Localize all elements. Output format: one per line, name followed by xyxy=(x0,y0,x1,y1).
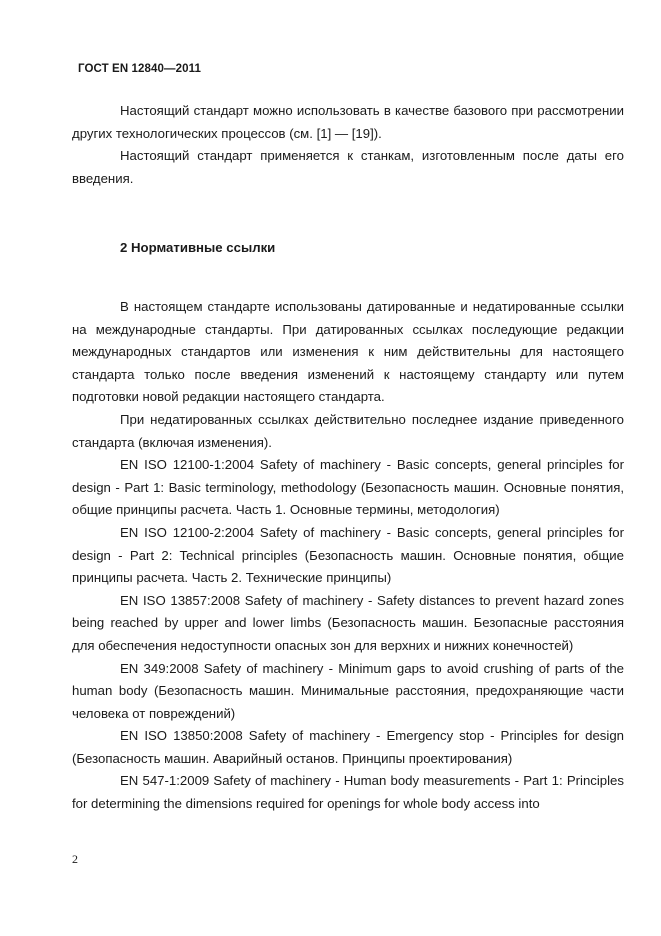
section-title: 2 Нормативные ссылки xyxy=(120,240,276,255)
intro-block xyxy=(72,100,624,190)
reference-item: EN ISO 12100-1:2004 Safety of machinery - Basic concepts, general principles for design - Part 1: Basic terminology, methodology (Безопасность машин. Основные понятия, общие принципы расчета. Часть 1. Основные термины, методология) xyxy=(72,457,624,518)
reference-item: EN 349:2008 Safety of machinery - Minimum gaps to avoid crushing of parts of the human body (Безопасность машин. Минимальные расстояния, предохраняющие части человека от повреждений) xyxy=(72,660,624,721)
page-number: 2 xyxy=(72,852,78,866)
body-paragraph: При недатированных ссылках действительно последнее издание приведенного стандарта (включая изменения). xyxy=(72,411,624,450)
intro-paragraph: Настоящий стандарт применяется к станкам, изготовленным после даты его введения. xyxy=(72,148,624,186)
reference-item: EN 547-1:2009 Safety of machinery - Human body measurements - Part 1: Principles for determining the dimensions required for openings for whole body access into xyxy=(72,773,624,812)
reference-item: EN ISO 12100-2:2004 Safety of machinery - Basic concepts, general principles for design - Part 2: Technical principles (Безопасность машин. Основные понятия, общие принципы расчета. Часть 2. Технические принципы) xyxy=(72,524,624,586)
reference-item: EN ISO 13850:2008 Safety of machinery - Emergency stop - Principles for design (Безопасность машин. Аварийный останов. Принципы проектирования) xyxy=(72,728,624,766)
body-paragraph: В настоящем стандарте использованы датированные и недатированные ссылки на международные стандарты. При датированных ссылках последующие редакции международных стандартов или изменения к ним действительны для настоящего стандарта только после введения изменений к настоящему стандарту или путем подготовки новой редакции настоящего стандарта. xyxy=(72,299,624,405)
references-block xyxy=(72,296,624,816)
reference-item: EN ISO 13857:2008 Safety of machinery - Safety distances to prevent hazard zones being reached by upper and lower limbs (Безопасность машин. Безопасные расстояния для обеспечения недоступности опасных зон для верхних и нижних конечностей) xyxy=(72,592,624,653)
intro-paragraph: Настоящий стандарт можно использовать в качестве базового при рассмотрении других технологических процессов (см. [1] — [19]). xyxy=(72,103,624,141)
document-header: ГОСТ EN 12840—2011 xyxy=(78,63,201,75)
